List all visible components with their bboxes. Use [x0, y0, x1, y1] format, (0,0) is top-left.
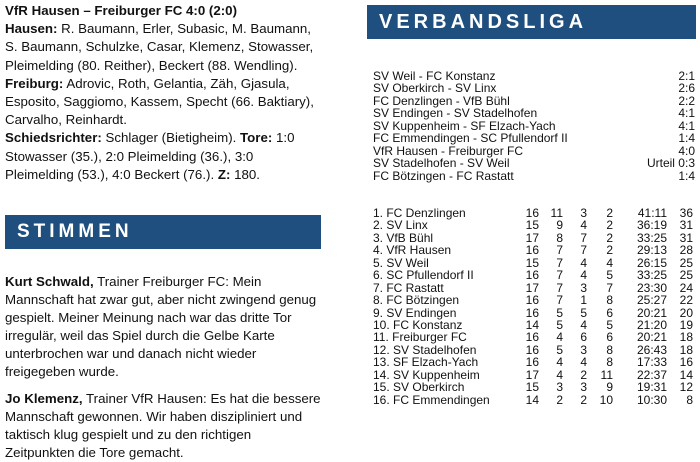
table-goals: 10:30	[636, 392, 667, 407]
quote-klemenz	[5, 390, 323, 462]
result-row	[373, 170, 695, 182]
table-goals: 33:25	[636, 230, 667, 245]
table-points: 24	[679, 280, 693, 295]
table-games: 16	[525, 268, 539, 283]
table-losses: 6	[606, 330, 613, 345]
table-team: 3. VfB Bühl	[373, 230, 434, 245]
result-score: 1:4	[678, 131, 695, 146]
table-losses: 10	[599, 392, 613, 407]
table-games: 17	[525, 230, 539, 245]
table-draws: 7	[580, 243, 587, 258]
table-team: 9. SV Endingen	[373, 305, 457, 320]
table-draws: 4	[580, 218, 587, 233]
hausen-lineup: R. Baumann, Erler, Subasic, M. Baumann, S. Baumann, Schulzke, Casar, Klemenz, Stowasser, Pleimelding (80. Reither), Beckert (88. Wendling).	[5, 21, 314, 73]
table-losses: 2	[606, 243, 613, 258]
table-goals: 29:13	[636, 243, 667, 258]
table-row	[373, 331, 695, 343]
table-points: 14	[679, 367, 693, 382]
table-points: 31	[679, 230, 693, 245]
result-score: 2:6	[678, 81, 695, 96]
table-points: 16	[679, 355, 693, 370]
table-goals: 26:15	[636, 255, 667, 270]
table-row	[373, 244, 695, 256]
table-team: 15. SV Oberkirch	[373, 380, 465, 395]
table-wins: 5	[556, 305, 563, 320]
table-games: 16	[525, 342, 539, 357]
table-row	[373, 294, 695, 306]
result-match: SV Kuppenheim - SF Elzach-Yach	[373, 118, 556, 133]
table-team: 12. SV Stadelhofen	[373, 342, 477, 357]
table-games: 16	[525, 293, 539, 308]
quote-text: Trainer VfR Hausen: Es hat die bessere Mannschaft gewonnen. Wir haben diszipliniert und taktisch klug gespielt und zu den richtigen Zeitpunkten die Tore gemacht.	[5, 390, 321, 460]
table-team: 7. FC Rastatt	[373, 280, 444, 295]
table-goals: 23:30	[636, 280, 667, 295]
table-team: 2. SV Linx	[373, 218, 428, 233]
referee-name: Schlager (Bietigheim).	[101, 130, 237, 146]
table-wins: 11	[550, 206, 563, 220]
result-row	[373, 157, 695, 169]
table-points: 18	[679, 342, 693, 357]
table-losses: 4	[606, 255, 613, 270]
goals-label: Tore:	[236, 130, 273, 146]
table-points: 25	[679, 268, 693, 283]
table-losses: 7	[606, 280, 613, 295]
table-team: 16. FC Emmendingen	[373, 392, 490, 407]
table-draws: 3	[580, 380, 587, 395]
table-goals: 25:27	[636, 293, 667, 308]
spectators-count: 180.	[230, 166, 260, 182]
table-losses: 2	[606, 206, 613, 220]
table-goals: 22:37	[636, 367, 667, 382]
table-wins: 5	[556, 342, 563, 357]
table-draws: 4	[580, 355, 587, 370]
table-wins: 7	[556, 243, 563, 258]
table-wins: 7	[556, 255, 563, 270]
quote-schwald	[5, 273, 323, 382]
result-score: Urteil 0:3	[646, 156, 695, 171]
table-team: 13. SF Elzach-Yach	[373, 355, 479, 370]
table-games: 15	[525, 380, 539, 395]
referee-label: Schiedsrichter:	[5, 130, 102, 146]
table-games: 16	[525, 243, 539, 258]
table-wins: 7	[556, 293, 563, 308]
table-games: 14	[525, 317, 539, 332]
table-wins: 7	[556, 280, 563, 295]
goals-list: 1:0 Stowasser (35.), 2:0 Pleimelding (36.), 3:0 Pleimelding (53.), 4:0 Beckert (76.).	[5, 130, 295, 182]
result-match: FC Denzlingen - VfB Bühl	[373, 93, 510, 108]
table-losses: 8	[606, 293, 613, 308]
table-wins: 9	[556, 218, 563, 233]
table-losses: 5	[606, 268, 613, 283]
table-games: 15	[525, 255, 539, 270]
table-points: 8	[686, 392, 693, 407]
table-wins: 8	[556, 230, 563, 245]
table-team: 8. FC Bötzingen	[373, 293, 460, 308]
table-points: 19	[679, 317, 693, 332]
table-team: 4. VfR Hausen	[373, 243, 452, 258]
quotes-section	[5, 273, 323, 462]
table-games: 14	[525, 392, 539, 407]
match-report	[5, 2, 323, 184]
table-wins: 7	[556, 268, 563, 283]
result-row	[373, 107, 695, 119]
result-match: SV Weil - FC Konstanz	[373, 69, 496, 83]
table-goals: 19:31	[636, 380, 667, 395]
table-draws: 5	[580, 305, 587, 320]
table-row	[373, 394, 695, 406]
table-goals: 33:25	[636, 268, 667, 283]
table-goals: 26:43	[636, 342, 667, 357]
table-points: 20	[679, 305, 693, 320]
table-goals: 36:19	[636, 218, 667, 233]
table-losses: 2	[606, 230, 613, 245]
quote-speaker: Jo Klemenz,	[5, 390, 83, 406]
table-row	[373, 269, 695, 281]
result-score: 4:1	[678, 118, 695, 133]
freiburg-lineup: Adrovic, Roth, Gelantia, Zäh, Gjasula, Esposito, Saggiomo, Kassem, Specht (66. Baktiary), Carvalho, Reinhardt.	[5, 75, 314, 128]
table-losses: 9	[606, 380, 613, 395]
table-row	[373, 356, 695, 368]
table-wins: 4	[556, 355, 563, 370]
table-team: 14. SV Kuppenheim	[373, 367, 480, 382]
table-points: 28	[679, 243, 693, 258]
table-goals: 21:20	[636, 317, 667, 332]
table-wins: 4	[556, 367, 563, 382]
table-losses: 11	[600, 367, 613, 382]
table-losses: 8	[606, 355, 613, 370]
table-draws: 2	[580, 367, 587, 382]
table-team: 6. SC Pfullendorf II	[373, 268, 474, 283]
match-report-text	[5, 2, 323, 184]
table-draws: 1	[580, 293, 587, 308]
table-team: 11. Freiburger FC	[373, 330, 467, 345]
table-points: 12	[679, 380, 693, 395]
verbandsliga-header: VERBANDSLIGA	[367, 5, 696, 39]
table-team: 1. FC Denzlingen	[373, 206, 466, 220]
table-wins: 3	[556, 380, 563, 395]
result-match: SV Endingen - SV Stadelhofen	[373, 106, 538, 121]
quote-text: Trainer Freiburger FC: Mein Mannschaft hat zwar gut, aber nicht zwingend genug gespielt. Meiner Meinung nach war das dritte Tor irregulär, weil das Spiel durch die Gelbe Karte unterbrochen war und danach nicht wieder freigegeben wurde.	[5, 274, 317, 380]
table-losses: 5	[606, 317, 613, 332]
table-goals: 17:33	[636, 355, 667, 370]
table-games: 16	[525, 305, 539, 320]
table-goals: 20:21	[636, 305, 667, 320]
table-points: 18	[679, 330, 693, 345]
result-match: FC Bötzingen - FC Rastatt	[373, 168, 514, 183]
table-games: 15	[525, 218, 539, 233]
table-games: 16	[525, 330, 539, 345]
result-score: 2:2	[678, 93, 695, 108]
results-list	[373, 70, 695, 182]
table-games: 16	[525, 206, 539, 220]
freiburg-label: Freiburg:	[5, 75, 64, 91]
result-score: 4:1	[678, 106, 695, 121]
result-row	[373, 132, 695, 144]
table-draws: 4	[580, 268, 587, 283]
table-losses: 6	[606, 305, 613, 320]
table-draws: 4	[580, 255, 587, 270]
table-goals: 41:11	[637, 206, 667, 220]
stimmen-header: STIMMEN	[5, 215, 321, 249]
table-team: 10. FC Konstanz	[373, 317, 463, 332]
table-wins: 2	[556, 392, 563, 407]
table-draws: 3	[580, 206, 587, 220]
standings-table	[373, 207, 695, 406]
table-wins: 4	[556, 330, 563, 345]
table-draws: 6	[580, 330, 587, 345]
table-points: 25	[679, 255, 693, 270]
table-points: 22	[679, 293, 693, 308]
hausen-label: Hausen:	[5, 21, 58, 37]
table-team: 5. SV Weil	[373, 255, 429, 270]
table-losses: 8	[606, 342, 613, 357]
table-wins: 5	[556, 317, 563, 332]
table-games: 17	[525, 280, 539, 295]
result-match: SV Stadelhofen - SV Weil	[373, 156, 510, 171]
spectators-label: Z:	[214, 166, 231, 182]
result-match: VfR Hausen - Freiburger FC	[373, 143, 524, 158]
table-draws: 2	[580, 392, 587, 407]
table-draws: 4	[580, 317, 587, 332]
table-goals: 20:21	[636, 330, 667, 345]
table-games: 16	[525, 355, 539, 370]
table-games: 17	[525, 367, 539, 382]
table-points: 36	[679, 206, 693, 220]
table-points: 31	[679, 218, 693, 233]
result-score: 2:1	[678, 69, 695, 83]
table-losses: 2	[606, 218, 613, 233]
quote-speaker: Kurt Schwald,	[5, 274, 94, 289]
result-match: SV Oberkirch - SV Linx	[373, 81, 497, 96]
result-score: 4:0	[678, 143, 695, 158]
table-draws: 3	[580, 280, 587, 295]
result-match: FC Emmendingen - SC Pfullendorf II	[373, 131, 568, 146]
table-row	[373, 219, 695, 231]
match-headline: VfR Hausen – Freiburger FC 4:0 (2:0)	[5, 3, 238, 18]
result-score: 1:4	[678, 168, 695, 183]
table-row	[373, 381, 695, 393]
table-draws: 3	[580, 342, 587, 357]
table-draws: 7	[580, 230, 587, 245]
